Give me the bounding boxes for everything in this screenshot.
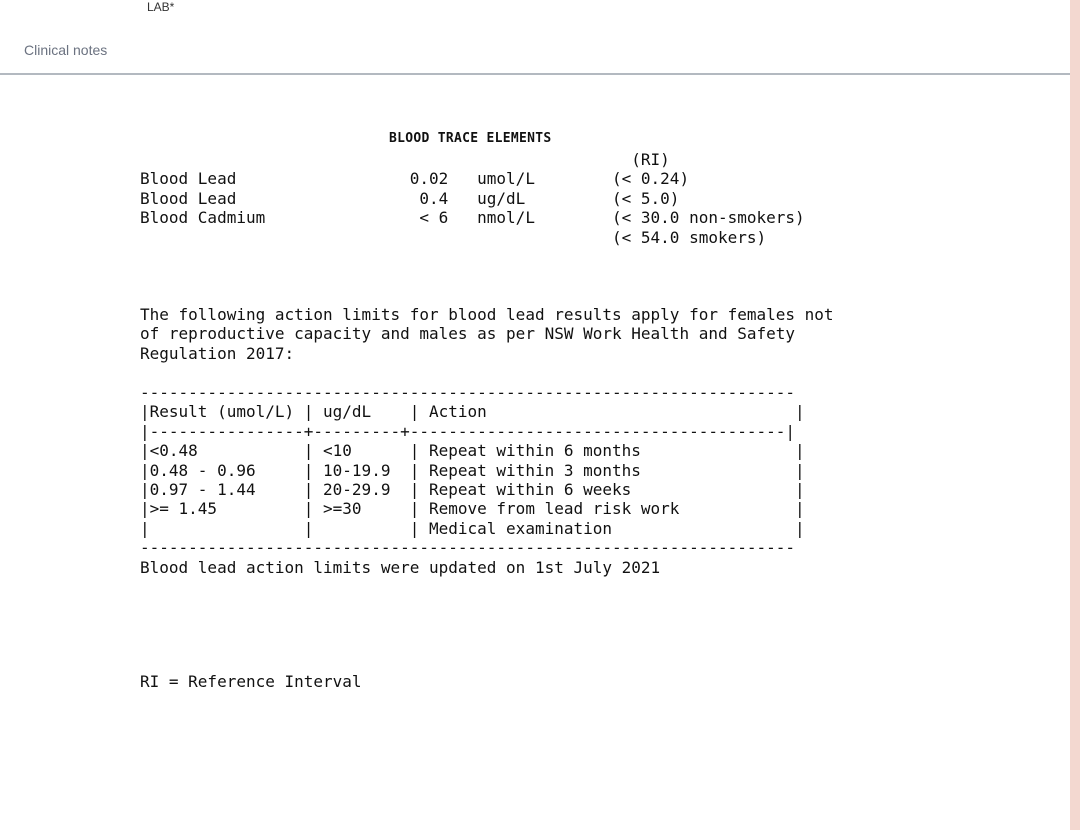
lab-label: LAB*	[147, 0, 175, 14]
reference-interval-footnote: RI = Reference Interval	[140, 672, 362, 691]
scrollbar-strip[interactable]	[1070, 0, 1080, 830]
header-divider	[0, 73, 1070, 75]
report-title: BLOOD TRACE ELEMENTS	[389, 131, 552, 146]
clinical-notes-label[interactable]: Clinical notes	[24, 42, 108, 58]
results-block: (RI) Blood Lead 0.02 umol/L (< 0.24) Blood Lead 0.4 ug/dL (< 5.0) Blood Cadmium < 6 nmol/L (< 30.0 non-smokers) (< 54.0 smokers)	[140, 150, 805, 247]
action-limits-paragraph: The following action limits for blood lead results apply for females not of reproductive capacity and males as per NSW Work Health and Safety Regulation 2017:	[140, 305, 834, 363]
action-limits-table: -------------------------------------------------------------------- |Result (umol/L) | ug/dL | Action | |----------------+---------+---------------------------------------| |<0.48 | <10 | Repeat within 6 months | |0.48 - 0.96 | 10-19.9 | Repeat within 3 months | |0.97 - 1.44 | 20-29.9 | Repeat within 6 weeks | |>= 1.45 | >=30 | Remove from lead risk work | | | | Medical examination | -------------------------------------------------------------------- Blood lead action limits were updated on 1st July 2021	[140, 383, 805, 577]
